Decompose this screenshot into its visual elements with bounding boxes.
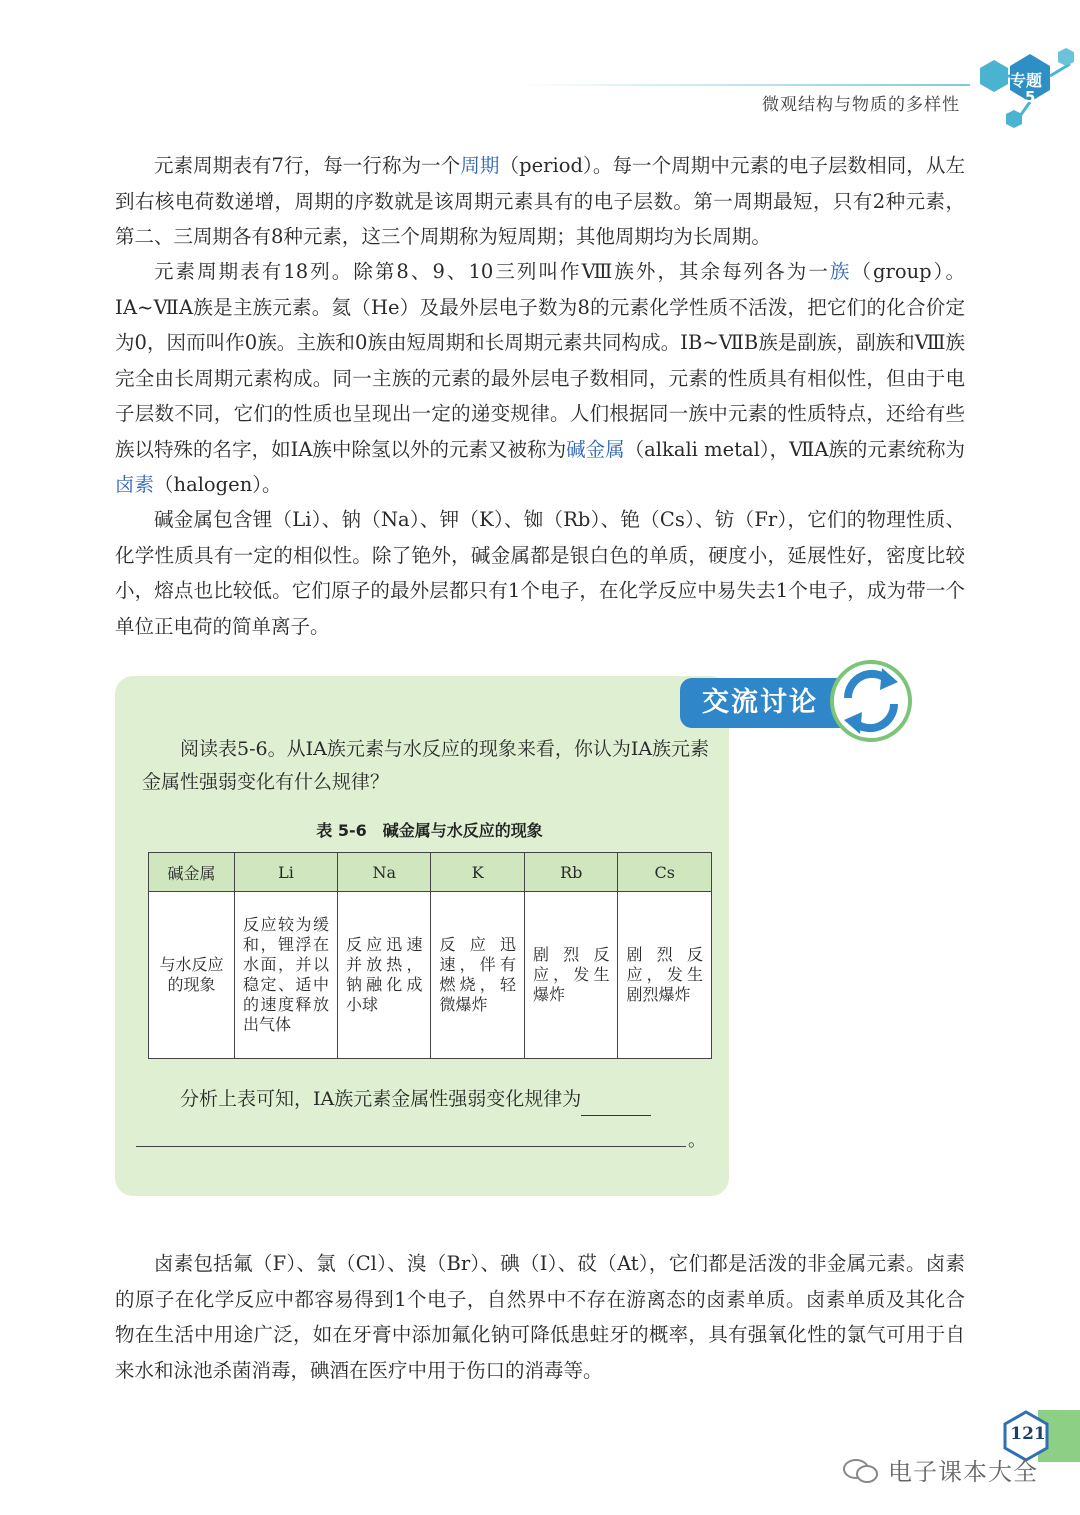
table-cell: 剧烈反应，发生爆炸 <box>524 892 618 1059</box>
paragraph-text: （halogen）。 <box>154 473 282 496</box>
term-period: 周期 <box>460 154 500 177</box>
header-rule <box>520 84 970 86</box>
paragraph-group <box>115 254 965 503</box>
paragraph-halogens: 卤素包括氟（F）、氯（Cl）、溴（Br）、碘（I）、砹（At），它们都是活泼的非金属元素。卤素的原子在化学反应中都容易得到1个电子，自然界中不存在游离态的卤素单质。卤素单质及其化合物在生活中用途广泛，如在牙膏中添加氟化钠可降低患蛀牙的概率，具有强氧化性的氯气可用于自来水和泳池杀菌消毒，碘酒在医疗中用于伤口的消毒等。 <box>115 1252 965 1382</box>
topic-label: 专题 <box>1010 71 1043 90</box>
term-group: 族 <box>829 260 852 283</box>
conclusion-text: 分析上表可知，ⅠA族元素金属性强弱变化规律为 <box>180 1088 582 1110</box>
discussion-question: 阅读表5-6。从ⅠA族元素与水反应的现象来看，你认为ⅠA族元素金属性强弱变化有什么规律？ <box>142 738 710 793</box>
reaction-table <box>148 852 712 1059</box>
page-number: 121 <box>1010 1424 1046 1444</box>
refresh-cycle-icon <box>830 658 912 744</box>
paragraph-text: （group）。ⅠA~ⅦA族是主族元素。氦（He）及最外层电子数为8的元素化学性质不活泼，把它们的化合价定为0，因而叫作0族。主族和0族由短周期和长周期元素共同构成。ⅠB~ⅦB族是副族，副族和Ⅷ族完全由长周期元素构成。同一主族的元素的最外层电子数相同，元素的性质具有相似性，但由于电子层数不同，它们的性质也呈现出一定的递变规律。人们根据同一族中元素的性质特点，还给有些族以特殊的名字，如ⅠA族中除氢以外的元素又被称为 <box>115 260 965 461</box>
paragraph-text: 元素周期表有7行，每一行称为一个 <box>154 154 461 177</box>
answer-blank-line[interactable] <box>136 1146 686 1147</box>
page-header <box>0 0 1080 130</box>
end-mark: 。 <box>688 1130 706 1151</box>
paragraph-period <box>115 148 965 255</box>
topic-number: 5 <box>1025 88 1036 106</box>
table-cell: 反应迅速，伴有燃烧，轻微爆炸 <box>431 892 525 1059</box>
table-cell: 反应较为缓和，锂浮在水面，并以稳定、适中的速度释放出气体 <box>235 892 338 1059</box>
discussion-conclusion <box>142 1083 712 1116</box>
table-header-cell: 碱金属 <box>149 853 235 892</box>
table-cell: 与水反应的现象 <box>149 892 235 1059</box>
table-header-row <box>149 853 712 892</box>
paragraph-alkali-metals: 碱金属包含锂（Li）、钠（Na）、钾（K）、铷（Rb）、铯（Cs）、钫（Fr），它们的物理性质、化学性质具有一定的相似性。除了铯外，碱金属都是银白色的单质，硬度小，延展性好，密度比较小，熔点也比较低。它们原子的最外层都只有1个电子，在化学反应中易失去1个电子，成为带一个单位正电荷的简单离子。 <box>115 508 965 638</box>
paragraph-text: 元素周期表有18列。除第8、9、10三列叫作Ⅷ族外，其余每列各为一 <box>154 260 830 283</box>
answer-blank[interactable] <box>581 1095 651 1116</box>
table-caption: 表 5-6 碱金属与水反应的现象 <box>316 821 543 840</box>
paragraph-text: （period）。每一个周期中元素的电子层数相同，从左到右核电荷数递增，周期的序数就是该周期元素具有的电子层数。第一周期最短，只有2种元素，第二、三周期各有8种元素，这三个周期称为短周期；其他周期均为长周期。 <box>115 154 965 248</box>
table-header-cell: Li <box>235 853 338 892</box>
term-halogen: 卤素 <box>115 473 155 496</box>
paragraph-text: （alkali metal），ⅦA族的元素统称为 <box>624 437 965 461</box>
table-header-cell: K <box>431 853 525 892</box>
wechat-icon <box>842 1458 880 1484</box>
table-cell: 剧烈反应，发生剧烈爆炸 <box>618 892 712 1059</box>
discussion-badge: 交流讨论 <box>680 678 855 728</box>
table-header-cell: Cs <box>618 853 712 892</box>
table-header-cell: Rb <box>524 853 618 892</box>
table-cell: 反应迅速并放热，钠融化成小球 <box>337 892 431 1059</box>
term-alkali-metal: 碱金属 <box>566 437 625 461</box>
table-header-cell: Na <box>337 853 431 892</box>
table-row <box>149 892 712 1059</box>
watermark: 电子课本大全 <box>888 1458 1038 1486</box>
header-title: 微观结构与物质的多样性 <box>762 95 960 115</box>
